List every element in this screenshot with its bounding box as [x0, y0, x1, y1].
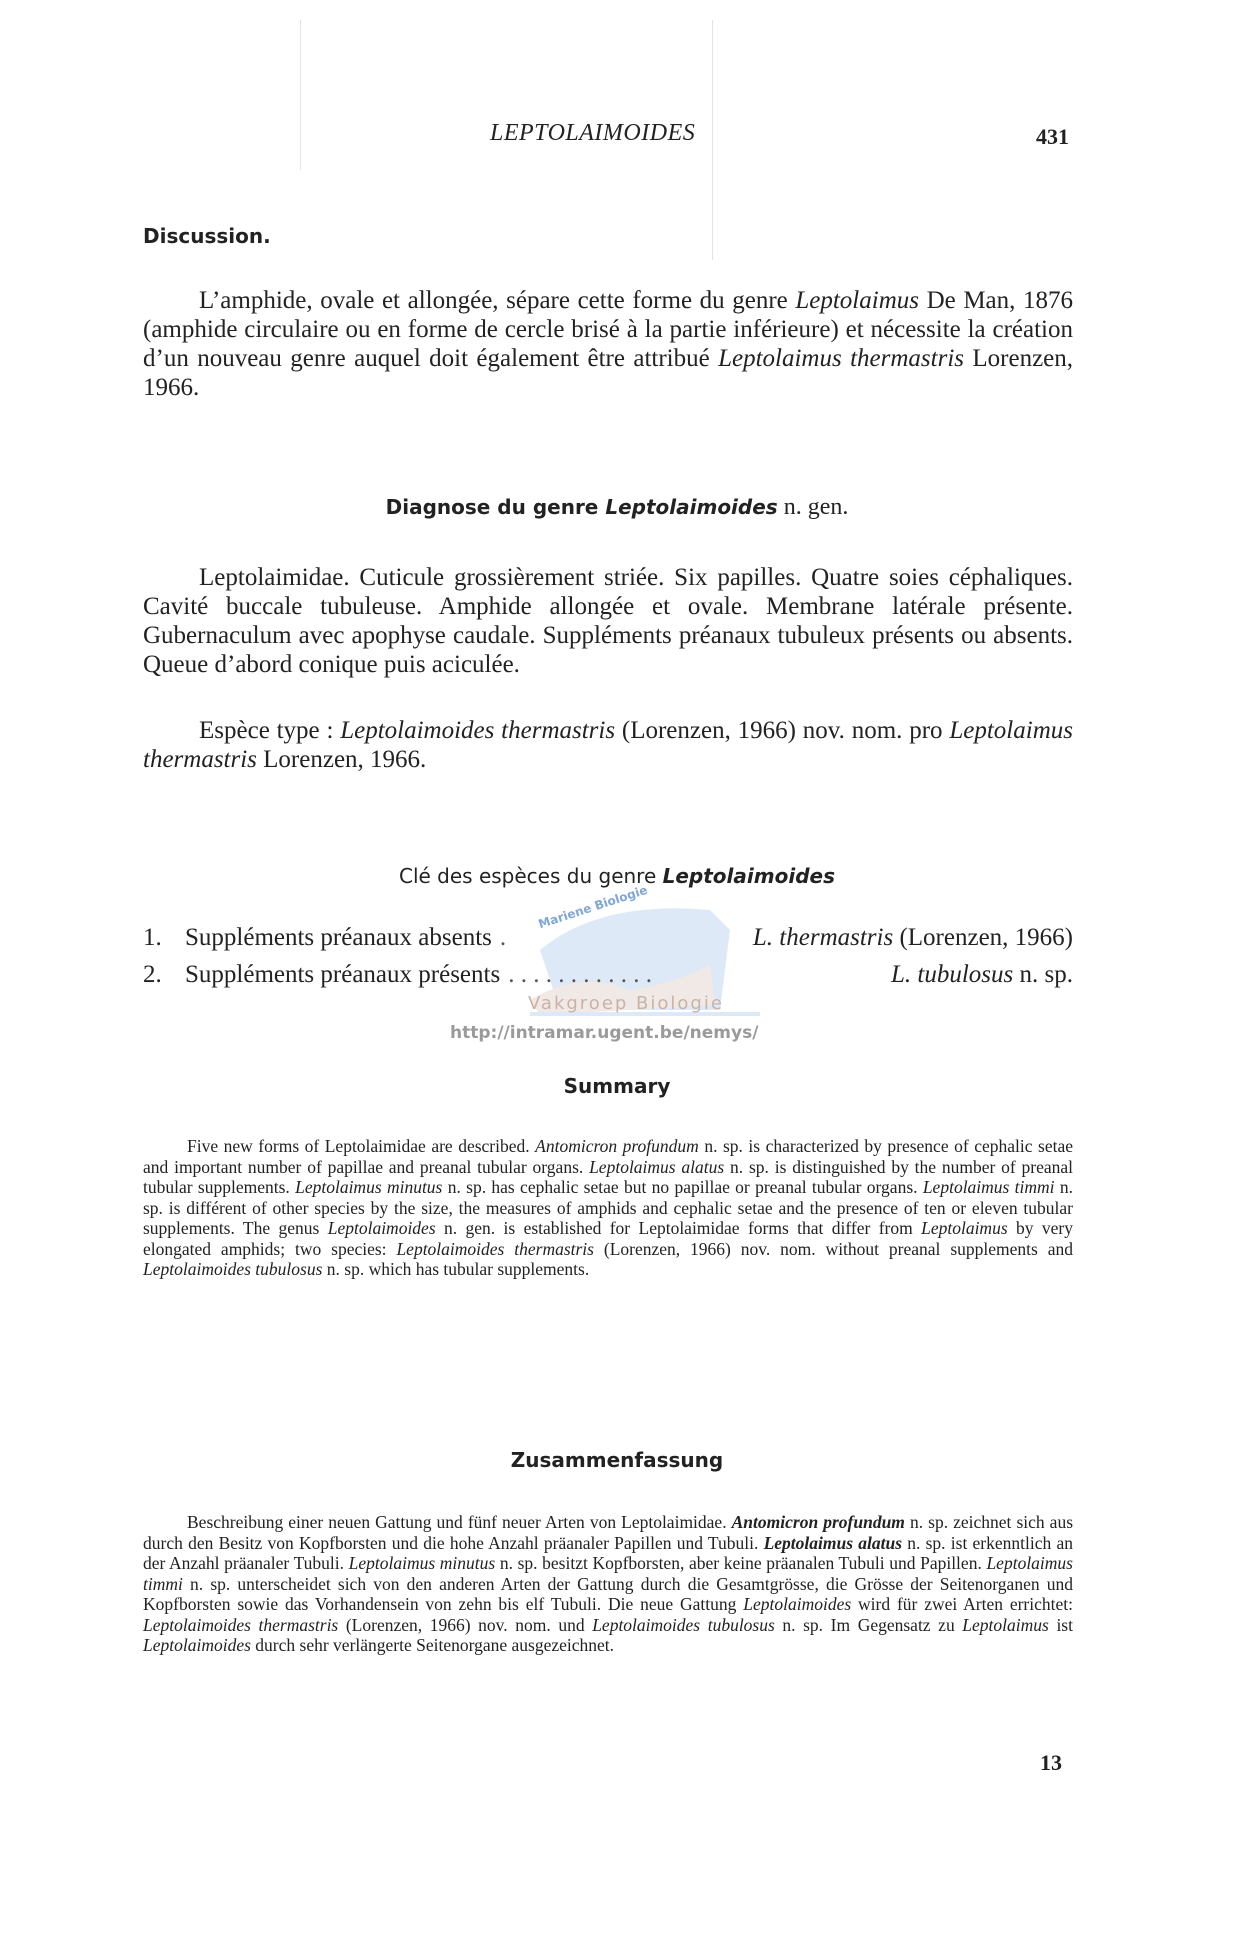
taxon-name: Leptolaimoides thermastris [143, 1614, 339, 1635]
key-item-number: 1. [143, 924, 162, 951]
summary-paragraph [143, 1136, 1073, 1280]
summary-heading: Summary [563, 1074, 671, 1098]
text-run: Five new forms of Leptolaimidae are described. [187, 1136, 536, 1156]
taxon-name: Leptolaimoides tubulosus [143, 1259, 323, 1279]
text-run: wird für zwei Arten errichtet: [851, 1594, 1073, 1614]
text-run: n. sp. has cephalic setae but no papillae or preanal tubular organs. [442, 1177, 923, 1197]
diagnose-paragraph [143, 563, 1073, 679]
scan-artifact [300, 20, 301, 170]
taxon-name: Leptolaimoides tubulosus [592, 1614, 775, 1635]
text-run: (Lorenzen, 1966) nov. nom. pro [615, 717, 950, 744]
taxon-name: Leptolaimoides thermastris [340, 717, 616, 744]
text-run: n. sp. which has tubular supplements. [322, 1259, 590, 1279]
text-run: n. sp. unterscheidet sich von den anderen Arten der Gattung durch die Gesamtgrösse, die Grösse der Seitenorganen und Kopfborsten sowie das Vorhandensein von zehn bis elf Tubuli. Die neue Gattung [143, 1573, 1073, 1614]
taxon-name: Leptolaimus thermastris [718, 345, 964, 372]
taxon-name: Leptolaimus minutus [348, 1553, 496, 1573]
taxon-name: Leptolaimoides [743, 1594, 852, 1614]
taxon-name: Antomicron profundum [731, 1512, 905, 1532]
text-run: De Man, 1876 (amphide circulaire ou en forme de cercle brisé à la partie inférieure) et nécessite la création d’un nouveau genre auquel doit également être attribué [143, 287, 1073, 372]
text-run: n. sp. is distinguished by the number of preanal tubular supplements. [143, 1156, 1073, 1197]
text-run: Lorenzen, 1966. [256, 746, 427, 773]
taxon-name: Leptolaimus [921, 1218, 1008, 1238]
text-run: by very elongated amphids; two species: [143, 1218, 1073, 1259]
key-heading [0, 864, 1234, 888]
text-run: Espèce type : [199, 717, 341, 744]
zusammenfassung-heading: Zusammenfassung [510, 1448, 724, 1472]
key-item-authority: n. sp. [1013, 961, 1073, 988]
page-number: 431 [1036, 124, 1069, 149]
text-run: n. sp. is characterized by presence of cephalic setae and important number of papillae and preanal tubular organs. [143, 1136, 1073, 1177]
type-species-paragraph [143, 716, 1073, 774]
key-item-number: 2. [143, 961, 162, 988]
diagnose-heading [0, 494, 1234, 521]
heading-suffix: n. gen. [777, 494, 849, 520]
text-run: Beschreibung einer neuen Gattung und fünf neuer Arten von Leptolaimidae. [187, 1512, 732, 1532]
key-item-leader: . [499, 924, 507, 951]
taxon-name: Leptolaimus alatus [763, 1532, 903, 1553]
summary-text [143, 1136, 1073, 1280]
text-run: (Lorenzen, 1966) nov. nom. without preanal supplements and [593, 1238, 1073, 1259]
key-item-species: L. tubulosus [891, 961, 1014, 988]
taxon-name: Leptolaimus thermastris [143, 717, 1073, 773]
text-run: (Lorenzen, 1966) nov. nom. und [338, 1614, 593, 1635]
watermark-arc-text: Mariene Biologie [536, 882, 650, 932]
text-run: n. sp. besitzt Kopfborsten, aber keine präanalen Tubuli und Papillen. [495, 1553, 987, 1573]
taxon-name: Leptolaimus [962, 1614, 1049, 1635]
watermark-org: Vakgroep Biologie [528, 993, 724, 1014]
zusammenfassung-text [143, 1512, 1073, 1656]
taxon-name: Leptolaimoides [327, 1218, 436, 1238]
text-run: ist [1048, 1614, 1073, 1635]
taxon-name: Leptolaimus minutus [295, 1177, 443, 1197]
zusammenfassung-paragraph [143, 1512, 1073, 1656]
text-run: Lorenzen, 1966. [143, 345, 1074, 401]
key-item-text: Suppléments préanaux absents [185, 924, 492, 951]
heading-text: Clé des espèces du genre [399, 864, 663, 888]
text-run: n. sp. ist erkenntlich an der Anzahl präanaler Tubuli. [143, 1532, 1074, 1573]
key-item-species: L. thermastris [752, 924, 894, 951]
text-run: L’amphide, ovale et allongée, sépare cette forme du genre [199, 287, 796, 314]
taxon-name: Leptolaimus [795, 287, 919, 314]
heading-text: Diagnose du genre [385, 495, 606, 519]
key-item-leader: . . . . . . . . . . . . [508, 961, 652, 988]
taxon-name: Leptolaimus timmi [922, 1177, 1055, 1197]
watermark-url: http://intramar.ugent.be/nemys/ [450, 1023, 759, 1043]
key-item [143, 924, 1073, 952]
genus-name: Leptolaimoides [605, 495, 778, 519]
taxon-name: Leptolaimus alatus [589, 1156, 725, 1177]
discussion-paragraph [143, 286, 1073, 402]
genus-name: Leptolaimoides [662, 864, 835, 888]
key-item-text: Suppléments préanaux présents [185, 961, 501, 988]
text-run: n. gen. is established for Leptolaimidae forms that differ from [435, 1218, 922, 1238]
taxon-name: Antomicron profundum [535, 1136, 699, 1156]
running-title: LEPTOLAIMOIDES [490, 120, 696, 146]
key-item [143, 961, 1073, 989]
text-run: n. sp. is différent of other species by the size, the measures of amphids and cephalic setae and the presence of ten or eleven tubular supplements. The genus [143, 1177, 1073, 1238]
text-run: n. sp. Im Gegensatz zu [774, 1614, 963, 1635]
diagnose-text: Leptolaimidae. Cuticule grossièrement striée. Six papilles. Quatre soies céphaliques. Cavité buccale tubuleuse. Amphide allongée et ovale. Membrane latérale présente. Gubernaculum avec apophyse caudale. Suppléments préanaux tubuleux présents ou absents. Queue d’abord conique puis aciculée. [143, 564, 1073, 678]
key-item-authority: (Lorenzen, 1966) [893, 924, 1073, 951]
taxon-name: Leptolaimoides [143, 1635, 251, 1655]
footer-page-number: 13 [1040, 1750, 1062, 1775]
taxon-name: Leptolaimoides thermastris [396, 1238, 594, 1259]
text-run: durch sehr verlängerte Seitenorgane ausgezeichnet. [250, 1635, 615, 1655]
text-run: n. sp. zeichnet sich aus durch den Besitz von Kopfborsten und die hohe Anzahl präanaler Papillen und Tubuli. [143, 1512, 1073, 1553]
discussion-heading: Discussion. [143, 224, 271, 248]
taxon-name: Leptolaimus timmi [143, 1553, 1073, 1594]
scan-artifact [712, 20, 713, 260]
